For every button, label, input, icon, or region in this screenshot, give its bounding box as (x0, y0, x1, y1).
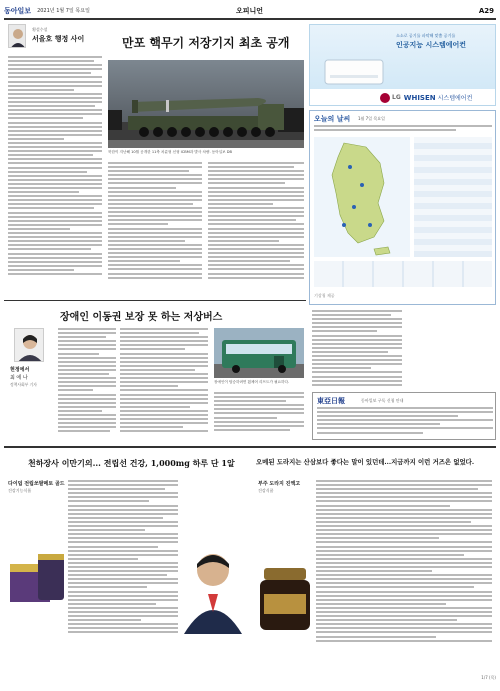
supplement-box-icon (8, 548, 68, 604)
whisen-product-suffix: 시스템에어컨 (437, 95, 473, 102)
page-number: A29 (478, 6, 494, 15)
missile-photo (108, 60, 304, 148)
right-ad-body (316, 480, 492, 642)
section-title: 오피니언 (236, 6, 264, 15)
page-footer (4, 672, 496, 685)
lg-brand: LG (392, 94, 401, 101)
right-ad-company: 건강식품 (258, 488, 274, 493)
doraji-extract-ad[interactable] (254, 452, 496, 638)
doraji-jar-icon (254, 564, 316, 634)
masthead (4, 4, 496, 17)
author-box (8, 328, 54, 408)
weather-title: 오늘의 날씨 (314, 115, 351, 123)
spokesperson-photo (180, 542, 246, 634)
column-header (8, 24, 104, 50)
bus-photo-caption: 장애인이 탑승하려면 휠체어 리프트가 필요하다. (214, 380, 290, 384)
column-author: 서을호 행정 사이 (32, 34, 85, 43)
center-article-body-1 (108, 162, 202, 282)
weather-box (309, 110, 496, 305)
weather-date: 1월 7일 목요일 (358, 116, 385, 121)
whisen-product: WHISEN (403, 93, 436, 102)
left-ad-product-label: 다이덥 전립쏘팔메토 골드 (8, 481, 65, 487)
lg-whisen-ad[interactable] (309, 24, 496, 106)
ad-tagline-2: 인공지능 시스템에어컨 (396, 41, 467, 49)
column-category: 횡설수설 (32, 27, 48, 32)
author-name: 최 에 나 (10, 375, 28, 381)
left-article-body (8, 56, 102, 296)
left-ad-company: 건강기능식품 (8, 488, 32, 493)
second-article-body-3 (214, 392, 304, 440)
donga-subscription-box (312, 392, 496, 440)
issue-date: 2021년 1월 7일 목요일 (37, 8, 90, 14)
right-ad-product-label: 부주 도라지 진액고 (258, 481, 301, 487)
columnist-portrait (8, 24, 26, 48)
left-ad-headline: 천하장사 이만기의... 전립선 건강, 1,000mg 하루 단 1알 (28, 458, 235, 468)
weather-footer: 기상청 제공 (314, 293, 335, 298)
author-section: 현정에서 (10, 367, 30, 373)
lg-logo-icon (380, 93, 390, 103)
second-headline: 장애인 이동권 보장 못 하는 저상버스 (60, 312, 223, 323)
ad-divider (4, 446, 496, 448)
author-portrait (14, 328, 44, 362)
weather-ticker (314, 261, 492, 287)
second-article-body-1 (58, 328, 116, 440)
lg-brand-bar (310, 89, 496, 106)
ad-tagline-1: 소소로 공기를 파악해 맞춤 공기를 (396, 33, 456, 38)
weather-summary (314, 125, 492, 131)
donga-box-title: 東亞日報 (317, 396, 345, 405)
section-divider (4, 300, 306, 301)
left-ad-body (68, 480, 178, 633)
lowfloor-bus-photo (214, 328, 304, 378)
donga-box-body (317, 407, 493, 434)
korea-weather-map (314, 137, 410, 257)
center-article-body-2 (208, 162, 304, 282)
missile-photo-caption: 북한이 지난해 10월 공개한 11축 차륜형 신형 ICBM과 발사 차량. 동아일보 DB (108, 150, 233, 154)
newspaper-logo: 동아일보 (4, 5, 32, 15)
footer-text: 1/7 (목) (481, 675, 496, 680)
right-ad-headline: 오메된 도라지는 산삼보다 좋다는 말이 있던데...지금까지 이런 거즈은 없었다. (256, 458, 475, 466)
prostate-supplement-ad[interactable] (4, 452, 250, 638)
second-article-body-2 (120, 328, 208, 440)
donga-box-subtitle: 동아일보 구독 신청 안내 (361, 398, 404, 403)
air-conditioner-icon (324, 59, 384, 85)
right-article-body (312, 310, 402, 390)
author-role: 정책사회부 기자 (10, 382, 37, 387)
main-headline: 만포 핵무기 저장기지 최초 공개 (122, 36, 290, 50)
masthead-rule (4, 18, 496, 20)
weather-city-table (414, 137, 492, 257)
